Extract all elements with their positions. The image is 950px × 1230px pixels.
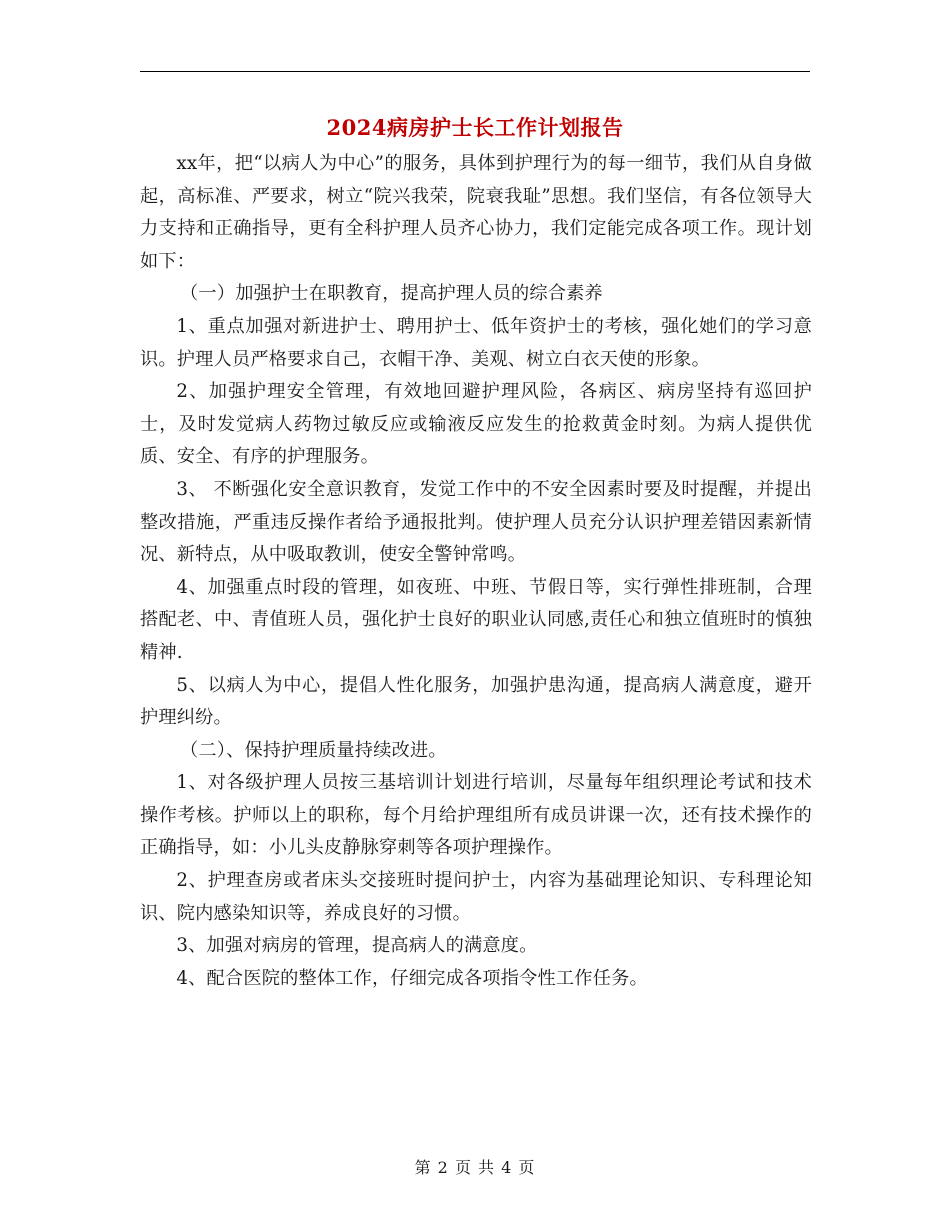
list-item: 2、加强护理安全管理，有效地回避护理风险，各病区、病房坚持有巡回护士，及时发觉病人药物过敏反应或输液反应发生的抢救黄金时刻。为病人提供优质、安全、有序的护理服务。 bbox=[140, 381, 812, 468]
list-item: 1、重点加强对新进护士、聘用护士、低年资护士的考核，强化她们的学习意识。护理人员严格要求自己，衣帽干净、美观、树立白衣天使的形象。 bbox=[140, 315, 812, 370]
list-item: 5、以病人为中心，提倡人性化服务，加强护患沟通，提高病人满意度，避开护理纠纷。 bbox=[140, 674, 812, 729]
list-item: 1、对各级护理人员按三基培训计划进行培训，尽量每年组织理论考试和技术操作考核。护师以上的职称，每个月给护理组所有成员讲课一次，还有技术操作的正确指导，如：小儿头皮静脉穿刺等各项护理操作。 bbox=[140, 772, 812, 859]
header-rule bbox=[140, 71, 810, 72]
list-item: 4、加强重点时段的管理，如夜班、中班、节假日等，实行弹性排班制，合理搭配老、中、青值班人员，强化护士良好的职业认同感,责任心和独立值班时的慎独精神. bbox=[140, 576, 812, 663]
section-heading-1: （一）加强护士在职教育，提高护理人员的综合素养 bbox=[180, 283, 603, 305]
list-item: 4、配合医院的整体工作，仔细完成各项指令性工作任务。 bbox=[176, 967, 648, 989]
intro-paragraph: xx年，把“以病人为中心”的服务，具体到护理行为的每一细节，我们从自身做起，高标准、严要求，树立“院兴我荣，院衰我耻”思想。我们坚信，有各位领导大力支持和正确指导，更有全科护理人员齐心协力，我们定能完成各项工作。现计划如下： bbox=[140, 153, 812, 272]
section-heading-2: （二）、保持护理质量持续改进。 bbox=[180, 739, 447, 761]
list-item: 3、 不断强化安全意识教育，发觉工作中的不安全因素时要及时提醒，并提出整改措施，严重违反操作者给予通报批判。使护理人员充分认识护理差错因素新情况、新特点，从中吸取教训，使安全警钟常鸣。 bbox=[140, 478, 812, 566]
document-title: 2024病房护士长工作计划报告 bbox=[326, 115, 624, 140]
page-number-footer: 第 2 页 共 4 页 bbox=[414, 1158, 536, 1177]
list-item: 2、护理查房或者床头交接班时提问护士，内容为基础理论知识、专科理论知识、院内感染知识等，养成良好的习惯。 bbox=[140, 870, 812, 924]
list-item: 3、加强对病房的管理，提高病人的满意度。 bbox=[176, 935, 538, 957]
document-body bbox=[140, 148, 812, 995]
